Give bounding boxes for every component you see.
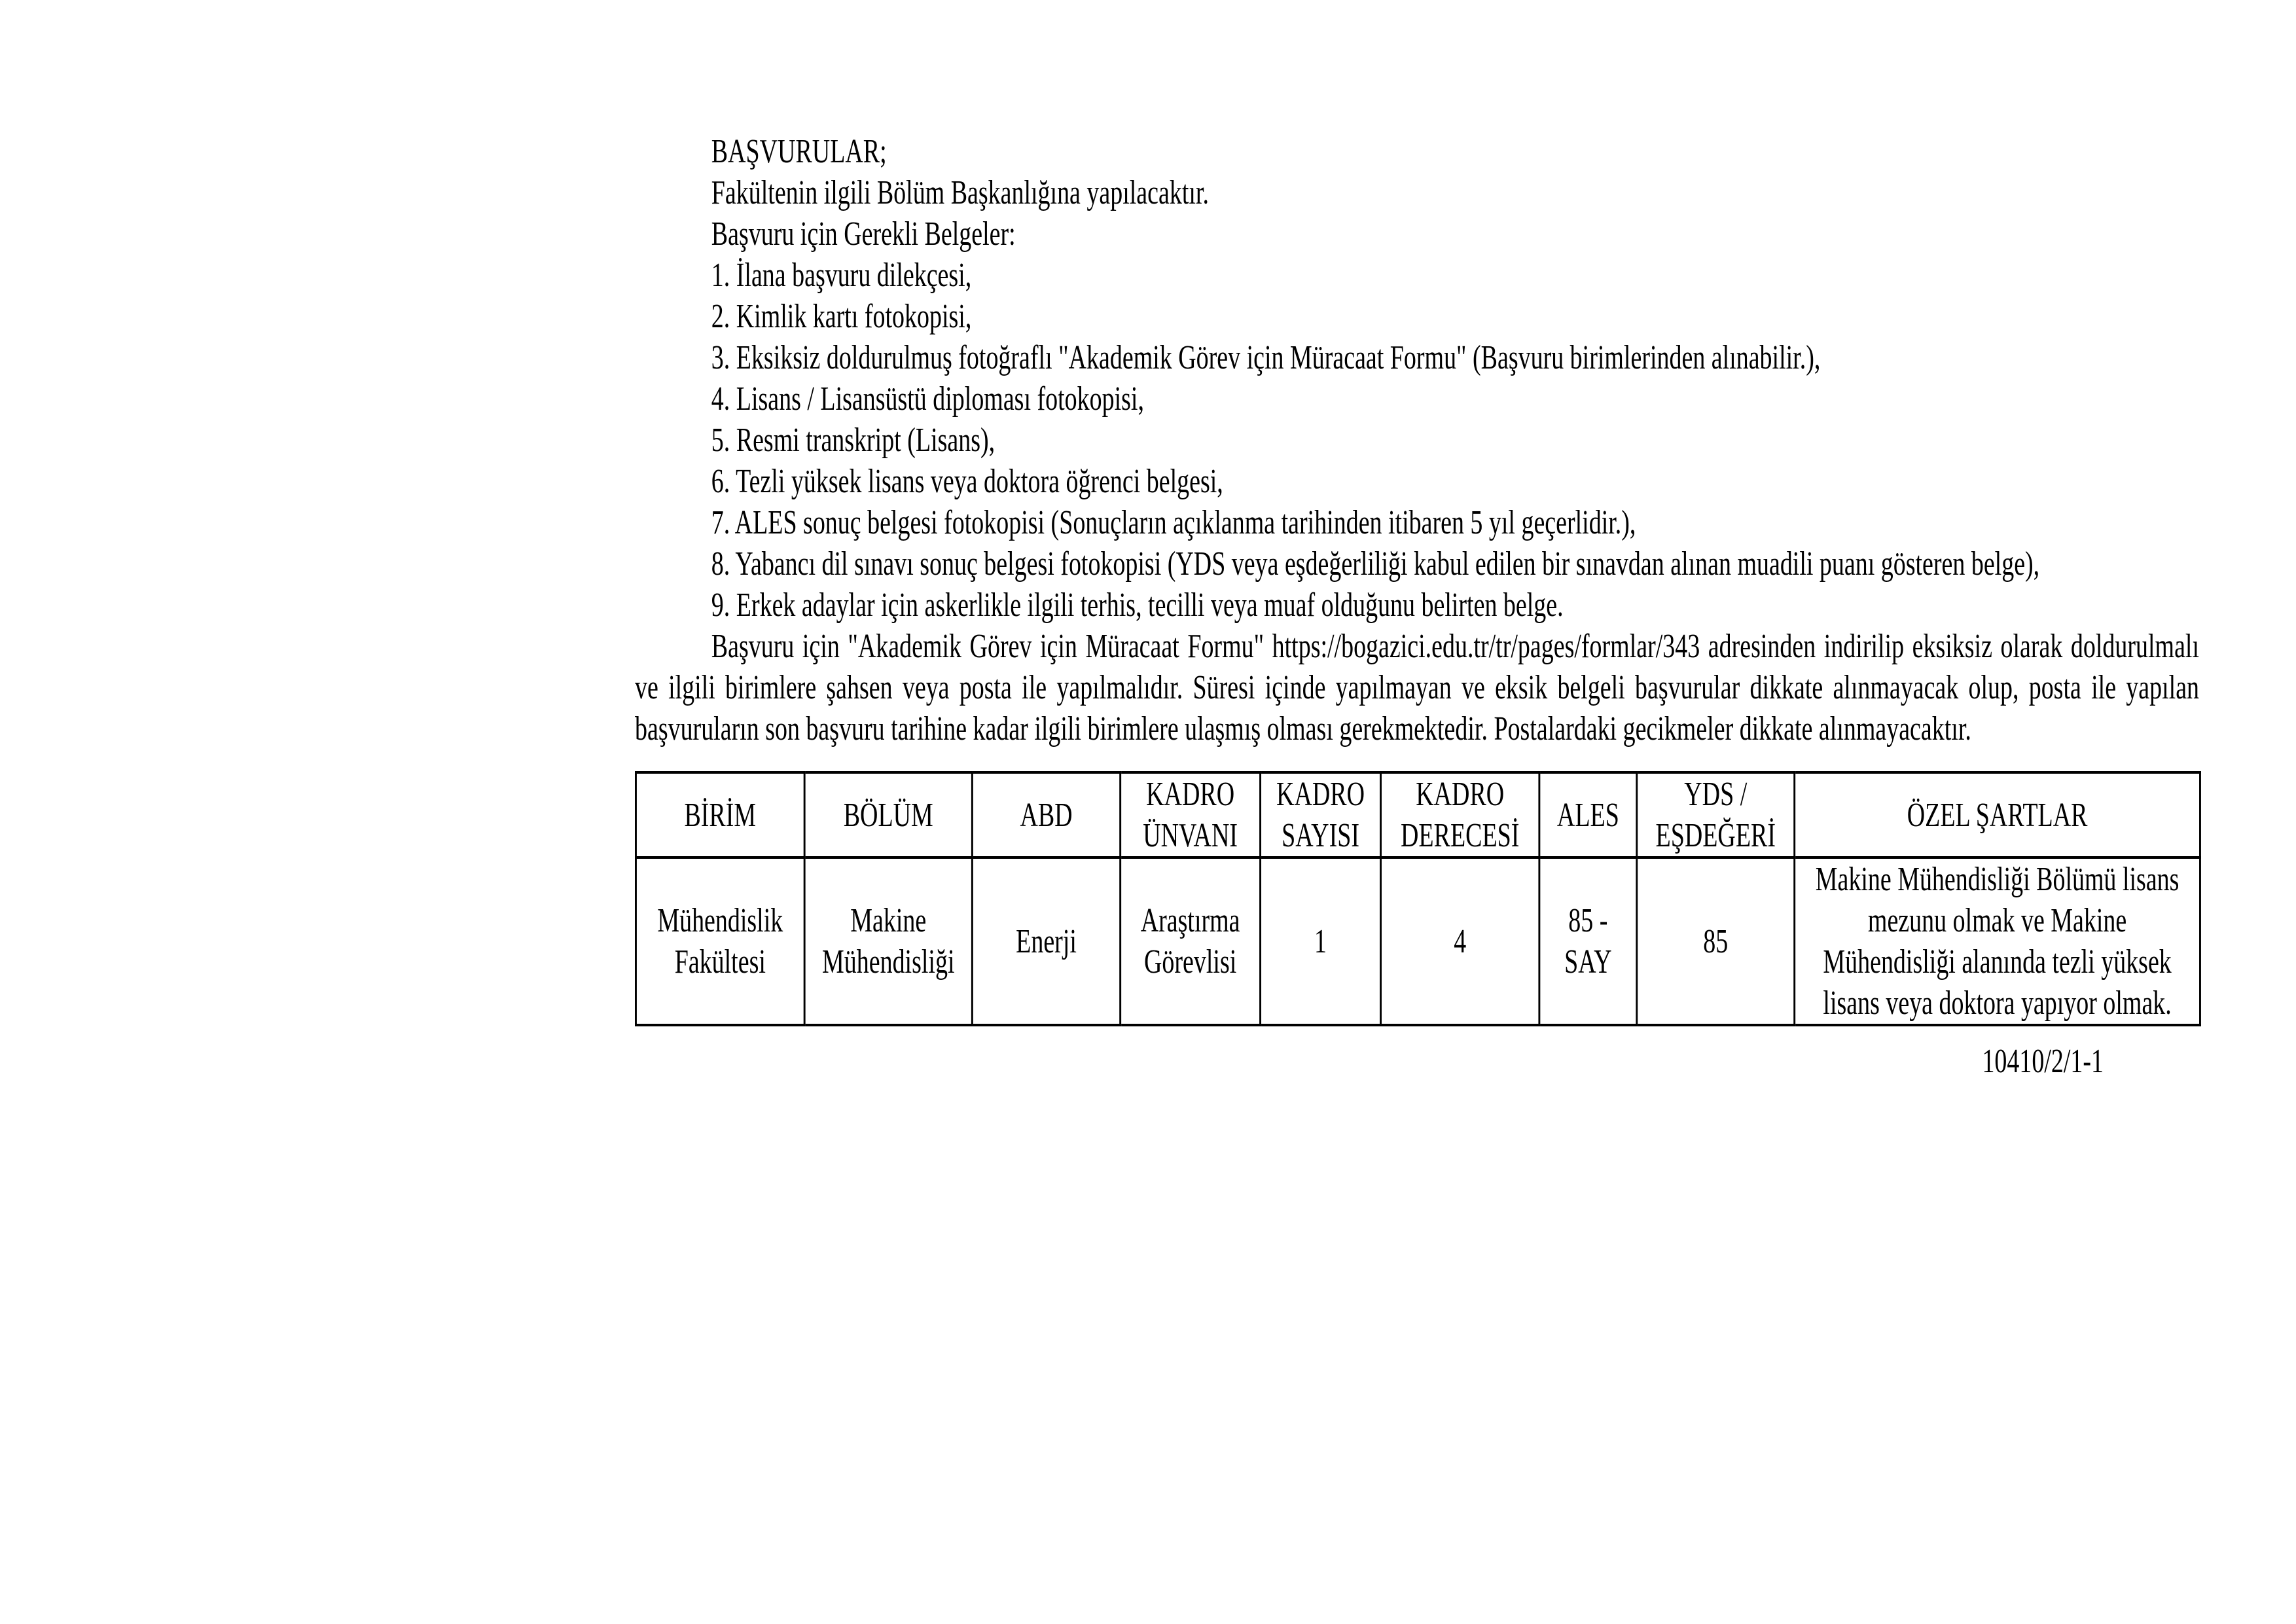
cell-yds-esdegeri: 85 xyxy=(1637,857,1795,1025)
application-instructions-paragraph: Başvuru için "Akademik Görev için Müracaat Formu" https://bogazici.edu.tr/tr/pages/formlar/343 adresinden indirilip eksiksiz olarak doldurulmalı ve ilgili birimlere şahsen veya posta ile yapılmalıdır. Süresi içinde yapılmayan ve eksik belgeli başvurular dikkate alınmayacak olup, posta ile yapılan başvuruların son başvuru tarihine kadar ilgili birimlere ulaşmış olması gerekmektedir. Postalardaki gecikmeler dikkate alınmayacaktır. xyxy=(635,628,2200,748)
header-cell-ales: ALES xyxy=(1539,772,1637,857)
reference-code: 10410/2/1-1 xyxy=(1982,1043,2104,1080)
list-item-3: 3. Eksiksiz doldurulmuş fotoğraflı "Akademik Görev için Müracaat Formu" (Başvuru birimlerinden alınabilir.), xyxy=(711,339,1821,376)
section-title: BAŞVURULAR; xyxy=(711,133,887,170)
text-line-intro: Fakültenin ilgili Bölüm Başkanlığına yapılacaktır. xyxy=(711,174,1209,211)
list-item-5: 5. Resmi transkript (Lisans), xyxy=(711,422,996,459)
header-cell-bolum: BÖLÜM xyxy=(804,772,972,857)
list-item-6: 6. Tezli yüksek lisans veya doktora öğrenci belgesi, xyxy=(711,463,1223,500)
cell-ozel-sartlar: Makine Mühendisliği Bölümü lisans mezunu olmak ve Makine Mühendisliği alanında tezli yüksek lisans veya doktora yapıyor olmak. xyxy=(1795,857,2200,1025)
cell-ales: 85 - SAY xyxy=(1539,857,1637,1025)
list-item-4: 4. Lisans / Lisansüstü diploması fotokopisi, xyxy=(711,380,1144,418)
cell-birim: Mühendislik Fakültesi xyxy=(636,857,804,1025)
list-item-1: 1. İlana başvuru dilekçesi, xyxy=(711,257,972,294)
table-header-row xyxy=(636,772,2200,857)
header-cell-ozel-sartlar: ÖZEL ŞARTLAR xyxy=(1795,772,2200,857)
list-item-8: 8. Yabancı dil sınavı sonuç belgesi fotokopisi (YDS veya eşdeğerliliği kabul edilen bir sınavdan alınan muadili puanı gösteren belge), xyxy=(711,545,2040,583)
cell-kadro-sayisi: 1 xyxy=(1261,857,1381,1025)
header-cell-birim: BİRİM xyxy=(636,772,804,857)
table-data-row xyxy=(636,857,2200,1025)
cell-kadro-unvani: Araştırma Görevlisi xyxy=(1121,857,1261,1025)
text-line-required-docs: Başvuru için Gerekli Belgeler: xyxy=(711,215,1016,253)
header-cell-abd: ABD xyxy=(972,772,1120,857)
document-content xyxy=(635,131,2199,1082)
list-item-2: 2. Kimlik kartı fotokopisi, xyxy=(711,298,972,335)
cell-bolum: Makine Mühendisliği xyxy=(804,857,972,1025)
header-cell-yds-esdegeri: YDS / EŞDEĞERİ xyxy=(1637,772,1795,857)
header-cell-kadro-sayisi: KADRO SAYISI xyxy=(1261,772,1381,857)
cell-abd: Enerji xyxy=(972,857,1120,1025)
header-cell-kadro-derecesi: KADRO DERECESİ xyxy=(1381,772,1539,857)
header-cell-kadro-unvani: KADRO ÜNVANI xyxy=(1121,772,1261,857)
list-item-7: 7. ALES sonuç belgesi fotokopisi (Sonuçların açıklanma tarihinden itibaren 5 yıl geçerlidir.), xyxy=(711,504,1636,541)
cell-kadro-derecesi: 4 xyxy=(1381,857,1539,1025)
list-item-9: 9. Erkek adaylar için askerlikle ilgili terhis, tecilli veya muaf olduğunu belirten belge. xyxy=(711,586,1564,624)
positions-table xyxy=(635,771,2201,1026)
